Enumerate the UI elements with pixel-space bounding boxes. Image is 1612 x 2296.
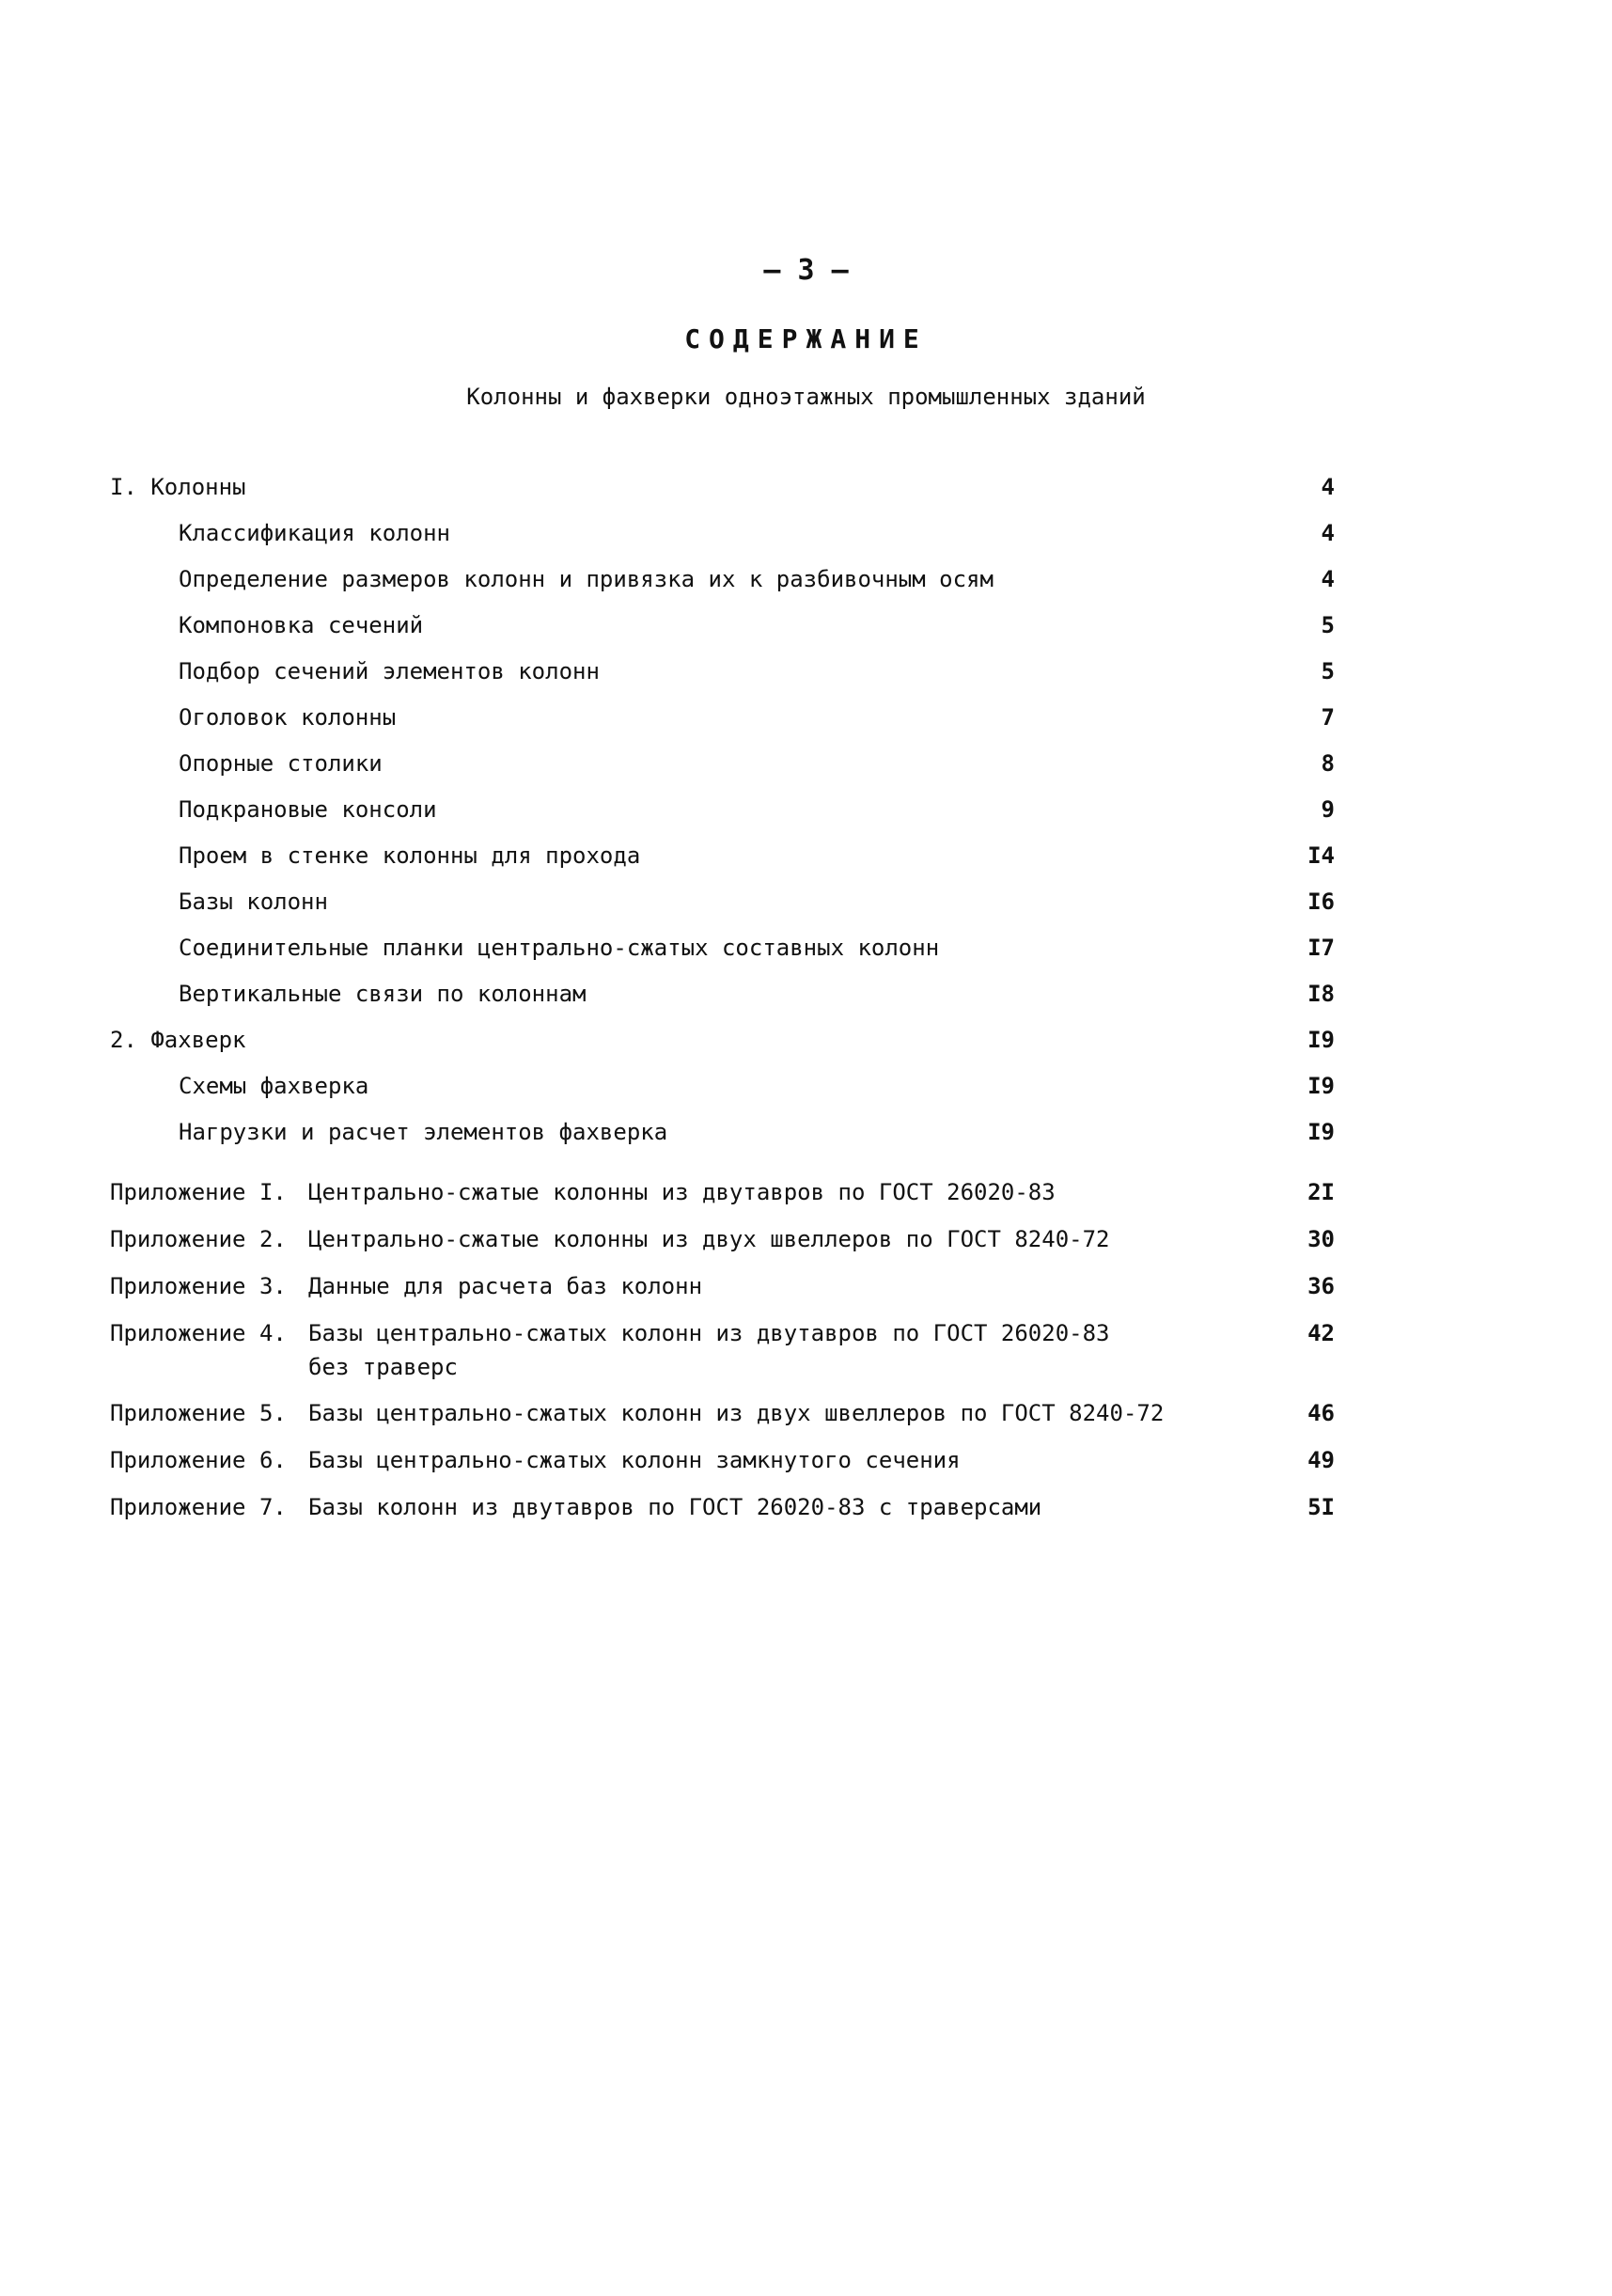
toc-entry-page: I9: [1307, 1119, 1335, 1145]
toc-heading: СОДЕРЖАНИЕ: [684, 323, 928, 354]
appendix-label: Приложение 6.: [110, 1447, 287, 1473]
toc-entry-title: Опорные столики: [179, 750, 383, 777]
toc-entry-page: 4: [1321, 474, 1335, 500]
appendix-title: Центрально-сжатые колонны из двух швеллеров по ГОСТ 8240-72: [308, 1226, 1110, 1252]
appendix-title: Базы колонн из двутавров по ГОСТ 26020-83 с траверсами: [308, 1494, 1042, 1520]
toc-subheading: Колонны и фахверки одноэтажных промышленных зданий: [466, 384, 1146, 410]
toc-entry-title: Базы колонн: [179, 889, 328, 915]
toc-entry-page: I7: [1307, 935, 1335, 961]
page-number: – 3 –: [763, 254, 849, 287]
toc-entry-title: Классификация колонн: [179, 520, 450, 546]
toc-entry-title: Проем в стенке колонны для прохода: [179, 842, 641, 869]
toc-entry-title: Компоновка сечений: [179, 612, 424, 638]
toc-entry-page: 9: [1321, 796, 1335, 823]
toc-entry-title: Нагрузки и расчет элементов фахверка: [179, 1119, 668, 1145]
appendix-label: Приложение 5.: [110, 1400, 287, 1426]
appendix-page: 30: [1307, 1226, 1335, 1252]
toc-entry-title: I. Колонны: [110, 474, 246, 500]
toc-entry-page: 4: [1321, 520, 1335, 546]
toc-entry-page: I6: [1307, 889, 1335, 915]
toc-entry-page: 5: [1321, 658, 1335, 684]
appendix-title: Базы центрально-сжатых колонн замкнутого сечения: [308, 1447, 961, 1473]
appendix-page: 36: [1307, 1273, 1335, 1299]
appendix-page: 5I: [1307, 1494, 1335, 1520]
toc-entry-page: 8: [1321, 750, 1335, 777]
appendix-label: Приложение 3.: [110, 1273, 287, 1299]
toc-entry-page: I9: [1307, 1027, 1335, 1053]
toc-entry-title: Вертикальные связи по колоннам: [179, 981, 587, 1007]
appendix-title: Базы центрально-сжатых колонн из двух швеллеров по ГОСТ 8240-72: [308, 1400, 1165, 1426]
toc-entry-page: I9: [1307, 1073, 1335, 1099]
toc-entry-title: Схемы фахверка: [179, 1073, 369, 1099]
toc-entry-page: 7: [1321, 704, 1335, 731]
appendix-title-continuation: без траверс: [308, 1354, 458, 1380]
appendix-label: Приложение I.: [110, 1179, 287, 1205]
appendix-label: Приложение 7.: [110, 1494, 287, 1520]
appendix-title: Базы центрально-сжатых колонн из двутавров по ГОСТ 26020-83: [308, 1320, 1110, 1346]
toc-entry-title: Определение размеров колонн и привязка их к разбивочным осям: [179, 566, 994, 592]
toc-entry-page: 5: [1321, 612, 1335, 638]
toc-entry-title: Подкрановые консоли: [179, 796, 437, 823]
toc-entry-title: 2. Фахверк: [110, 1027, 246, 1053]
appendix-page: 46: [1307, 1400, 1335, 1426]
appendix-page: 2I: [1307, 1179, 1335, 1205]
toc-entry-page: I8: [1307, 981, 1335, 1007]
appendix-page: 42: [1307, 1320, 1335, 1346]
appendix-title: Центрально-сжатые колонны из двутавров по ГОСТ 26020-83: [308, 1179, 1056, 1205]
appendix-label: Приложение 4.: [110, 1320, 287, 1346]
toc-entry-page: 4: [1321, 566, 1335, 592]
toc-entry-title: Оголовок колонны: [179, 704, 397, 731]
toc-entry-title: Подбор сечений элементов колонн: [179, 658, 600, 684]
appendix-label: Приложение 2.: [110, 1226, 287, 1252]
toc-entry-page: I4: [1307, 842, 1335, 869]
appendix-page: 49: [1307, 1447, 1335, 1473]
toc-entry-title: Соединительные планки центрально-сжатых составных колонн: [179, 935, 940, 961]
appendix-title: Данные для расчета баз колонн: [308, 1273, 703, 1299]
